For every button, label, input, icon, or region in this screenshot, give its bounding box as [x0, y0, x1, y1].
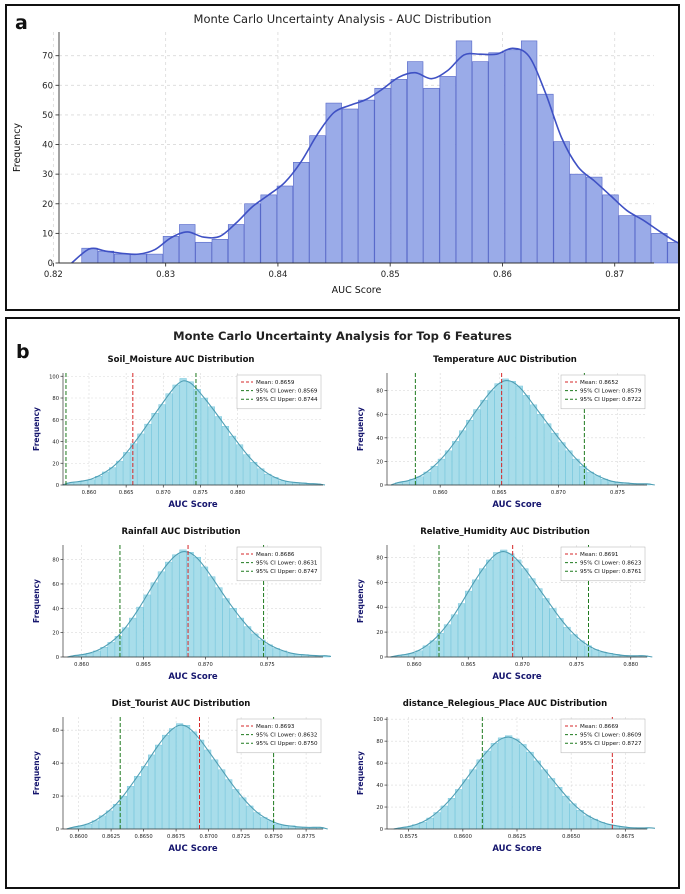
subchart-svg [355, 367, 655, 515]
legend-label: Mean: 0.8659 [256, 380, 295, 386]
legend-label: 95% CI Lower: 0.8632 [256, 732, 318, 739]
axis-text: 0.8650 [562, 834, 581, 840]
legend-label: 95% CI Upper: 0.8750 [256, 741, 318, 748]
axis-text: 0.84 [268, 270, 288, 280]
axis-text: 0.8600 [453, 834, 472, 840]
axis-text: 40 [52, 439, 59, 446]
axis-text: 60 [376, 761, 383, 768]
subchart-relative-humidity [355, 527, 655, 687]
axis-text: 100 [373, 717, 383, 724]
panel-b-title: Monte Carlo Uncertainty Analysis for Top 6 Features [173, 329, 512, 343]
axis-text: 80 [376, 555, 383, 562]
axis-text: AUC Score [492, 844, 542, 854]
axis-text: 0 [379, 655, 383, 661]
axis-text: 40 [52, 761, 59, 768]
axis-text: 0 [55, 655, 59, 661]
axis-text: Frequency [32, 579, 41, 623]
subchart-distance-religious-place [355, 699, 655, 859]
axis-text: AUC Score [168, 500, 218, 510]
axis-text: 20 [376, 630, 383, 637]
axis-text: AUC Score [331, 285, 382, 296]
axis-text: 20 [52, 630, 59, 637]
axis-text: 0.8625 [102, 834, 121, 840]
axis-text: 20 [376, 459, 383, 466]
subchart-svg [355, 711, 655, 859]
axis-text: 0.860 [74, 662, 90, 668]
subchart-svg [31, 367, 331, 515]
axis-text: 0 [379, 483, 383, 489]
axis-text: 0.83 [156, 270, 176, 280]
axis-text: 0.8575 [399, 834, 418, 840]
axis-text: AUC Score [492, 672, 542, 682]
axis-text: 60 [376, 412, 383, 419]
axis-text: 0.86 [492, 270, 512, 280]
main-histogram-svg [7, 6, 678, 309]
axis-text: Frequency [356, 407, 365, 451]
axis-text: 40 [52, 606, 59, 613]
subchart-temperature [355, 355, 655, 515]
legend-label: 95% CI Upper: 0.8722 [580, 397, 642, 404]
axis-text: 0.870 [550, 490, 566, 496]
legend-label: 95% CI Lower: 0.8609 [580, 732, 642, 739]
legend-label: 95% CI Upper: 0.8744 [256, 397, 318, 404]
axis-text: Frequency [356, 579, 365, 623]
axis-text: 0.875 [610, 490, 625, 496]
axis-text: 0.8700 [199, 834, 218, 840]
axis-text: 30 [42, 170, 53, 181]
axis-text: 0 [55, 483, 59, 489]
axis-text: 0.875 [192, 490, 208, 496]
panel-a [5, 4, 680, 311]
axis-text: 40 [376, 435, 383, 442]
legend [561, 375, 645, 409]
axis-text: 0.880 [623, 662, 639, 668]
axis-text: 60 [52, 728, 59, 735]
axis-text: 40 [42, 140, 53, 151]
subchart-title: Temperature AUC Distribution [433, 355, 577, 365]
legend-label: Mean: 0.8686 [256, 552, 295, 558]
axis-text: 40 [376, 783, 383, 790]
subchart-rainfall [31, 527, 331, 687]
subchart-title: Dist_Tourist AUC Distribution [111, 699, 251, 709]
axis-text: 0.8650 [134, 834, 153, 840]
axis-text: 60 [376, 580, 383, 587]
main-chart-title: Monte Carlo Uncertainty Analysis - AUC Distribution [193, 12, 492, 26]
axis-text: 20 [52, 461, 59, 468]
axis-text: 0 [47, 259, 53, 269]
axis-text: 10 [42, 229, 53, 240]
axis-text: 0.8625 [507, 834, 527, 840]
axis-text: Frequency [32, 751, 41, 795]
subchart-title: Rainfall AUC Distribution [121, 527, 241, 537]
subchart-dist-tourist [31, 699, 331, 859]
legend-label: Mean: 0.8669 [580, 724, 619, 730]
axis-text: 60 [52, 581, 59, 588]
legend-label: 95% CI Upper: 0.8747 [256, 569, 318, 576]
axis-text: Frequency [356, 751, 365, 795]
legend-label: Mean: 0.8691 [580, 552, 619, 558]
axis-text: 80 [376, 388, 383, 395]
legend [237, 719, 321, 753]
subchart-title: distance_Relegious_Place AUC Distribution [402, 699, 608, 709]
subchart-svg [355, 539, 655, 687]
axis-text: 80 [376, 739, 383, 746]
subchart-soil-moisture [31, 355, 331, 515]
legend-label: 95% CI Upper: 0.8727 [580, 741, 642, 748]
axis-text: AUC Score [492, 500, 542, 510]
axis-text: 80 [52, 396, 59, 403]
subchart-title: Soil_Moisture AUC Distribution [107, 355, 255, 365]
axis-text: 0.87 [605, 270, 625, 280]
panel-a-letter: a [15, 12, 28, 34]
axis-text: 60 [42, 81, 53, 92]
subchart-title: Relative_Humidity AUC Distribution [420, 527, 590, 537]
axis-text: 80 [52, 557, 59, 564]
axis-text: AUC Score [168, 844, 218, 854]
axis-text: 0.8775 [297, 834, 316, 840]
legend-label: 95% CI Lower: 0.8569 [256, 388, 318, 395]
axis-text: 0.8725 [232, 834, 251, 840]
panel-b-letter: b [16, 341, 30, 363]
axis-text: 0.8675 [167, 834, 186, 840]
legend [561, 719, 645, 753]
legend [237, 547, 321, 581]
axis-text: 20 [42, 199, 53, 210]
axis-text: 0.860 [406, 662, 422, 668]
panel-b [5, 317, 680, 889]
axis-text: 60 [52, 417, 59, 424]
axis-text: 0.8750 [264, 834, 283, 840]
axis-text: 0.870 [155, 490, 171, 496]
axis-text: 40 [376, 605, 383, 612]
axis-text: 0.85 [380, 270, 400, 280]
axis-text: 0.865 [491, 490, 507, 496]
axis-text: AUC Score [168, 672, 218, 682]
axis-text: 0.82 [43, 270, 63, 280]
axis-text: 0.865 [460, 662, 476, 668]
axis-text: 0 [55, 827, 59, 833]
legend-label: 95% CI Lower: 0.8623 [580, 560, 642, 567]
axis-text: 0 [379, 827, 383, 833]
legend-label: Mean: 0.8652 [580, 380, 619, 386]
axis-text: 0.875 [569, 662, 585, 668]
subchart-svg [31, 711, 331, 859]
axis-text: 0.860 [81, 490, 97, 496]
subchart-svg [31, 539, 331, 687]
axis-text: 0.870 [514, 662, 530, 668]
legend-label: 95% CI Lower: 0.8631 [256, 560, 318, 567]
axis-text: 20 [52, 794, 59, 801]
axis-text: 0.8675 [616, 834, 635, 840]
main-chart-container [7, 6, 678, 309]
axis-text: 20 [376, 805, 383, 812]
axis-text: Frequency [12, 122, 23, 173]
legend-label: 95% CI Upper: 0.8761 [580, 569, 642, 576]
axis-text: 0.870 [197, 662, 213, 668]
axis-text: 0.880 [230, 490, 246, 496]
axis-text: 0.865 [118, 490, 134, 496]
axis-text: 0.860 [432, 490, 448, 496]
axis-text: 0.865 [136, 662, 151, 668]
legend [237, 375, 321, 409]
axis-text: Frequency [32, 407, 41, 451]
axis-text: 70 [42, 51, 53, 62]
legend-label: Mean: 0.8693 [256, 724, 295, 730]
legend [561, 547, 645, 581]
axis-text: 0.875 [259, 662, 275, 668]
axis-text: 0.8600 [69, 834, 88, 840]
axis-text: 100 [49, 374, 59, 381]
axis-text: 50 [42, 110, 53, 121]
legend-label: 95% CI Lower: 0.8579 [580, 388, 642, 395]
